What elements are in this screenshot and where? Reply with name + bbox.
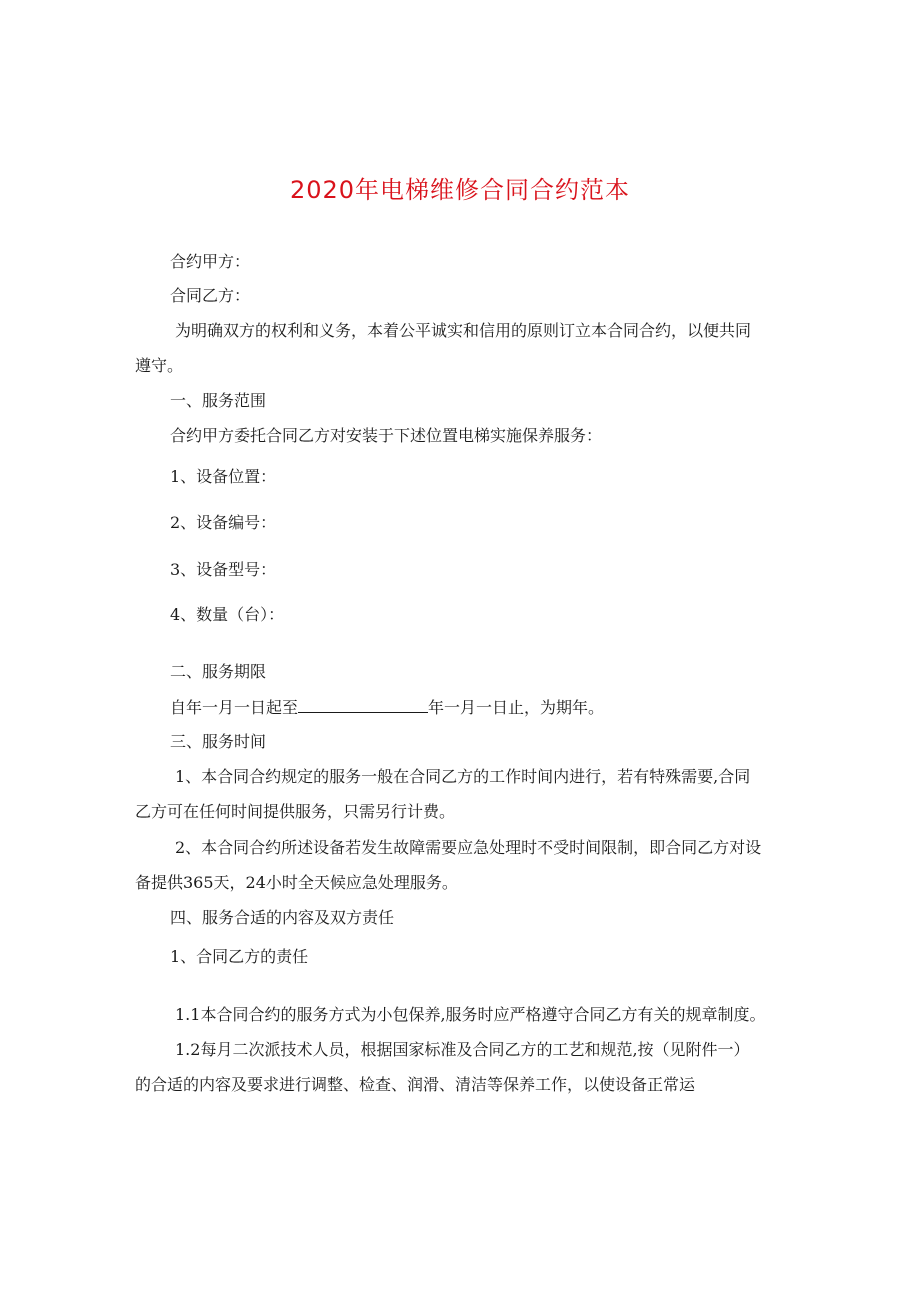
intro-paragraph-line-2: 遵守。	[135, 356, 184, 375]
section-1-description: 合约甲方委托合同乙方对安装于下述位置电梯实施保养服务：	[170, 426, 603, 445]
service-period-suffix: 年一月一日止，为期年。	[428, 698, 605, 717]
service-time-clause-2-line-2: 备提供365天，24小时全天候应急处理服务。	[135, 873, 458, 892]
document-title: 2020年电梯维修合同合约范本	[289, 176, 631, 204]
section-1-heading: 一、服务范围	[170, 391, 267, 410]
party-b-responsibility-heading: 1、合同乙方的责任	[170, 947, 309, 966]
equipment-number-item: 2、设备编号：	[170, 513, 277, 532]
service-time-clause-1-line-2: 乙方可在任何时间提供服务，只需另行计费。	[135, 802, 456, 821]
equipment-model-item: 3、设备型号：	[170, 560, 277, 579]
intro-paragraph-line-1: 为明确双方的权利和义务，本着公平诚实和信用的原则订立本合同合约，以便共同	[175, 321, 752, 340]
clause-1-2-line-1: 1.2每月二次派技术人员，根据国家标准及合同乙方的工艺和规范,按（见附件一）	[175, 1040, 750, 1059]
equipment-location-item: 1、设备位置：	[170, 467, 277, 486]
period-end-blank	[298, 697, 428, 713]
service-time-clause-1-line-1: 1、本合同合约规定的服务一般在合同乙方的工作时间内进行，若有特殊需要,合同	[175, 767, 751, 786]
service-time-clause-2-line-1: 2、本合同合约所述设备若发生故障需要应急处理时不受时间限制，即合同乙方对设	[175, 838, 762, 857]
section-2-heading: 二、服务期限	[170, 662, 267, 681]
clause-1-1: 1.1本合同合约的服务方式为小包保养,服务时应严格遵守合同乙方有关的规章制度。	[175, 1005, 766, 1024]
equipment-quantity-item: 4、数量（台）：	[170, 605, 285, 624]
service-period-prefix: 自年一月一日起至	[170, 698, 299, 717]
service-period-line	[170, 697, 604, 718]
section-3-heading: 三、服务时间	[170, 732, 267, 751]
clause-1-2-line-2: 的合适的内容及要求进行调整、检查、润滑、清洁等保养工作，以使设备正常运	[135, 1075, 696, 1094]
party-b-label: 合同乙方：	[170, 286, 251, 305]
party-a-label: 合约甲方：	[170, 252, 251, 271]
section-4-heading: 四、服务合适的内容及双方责任	[170, 908, 395, 927]
